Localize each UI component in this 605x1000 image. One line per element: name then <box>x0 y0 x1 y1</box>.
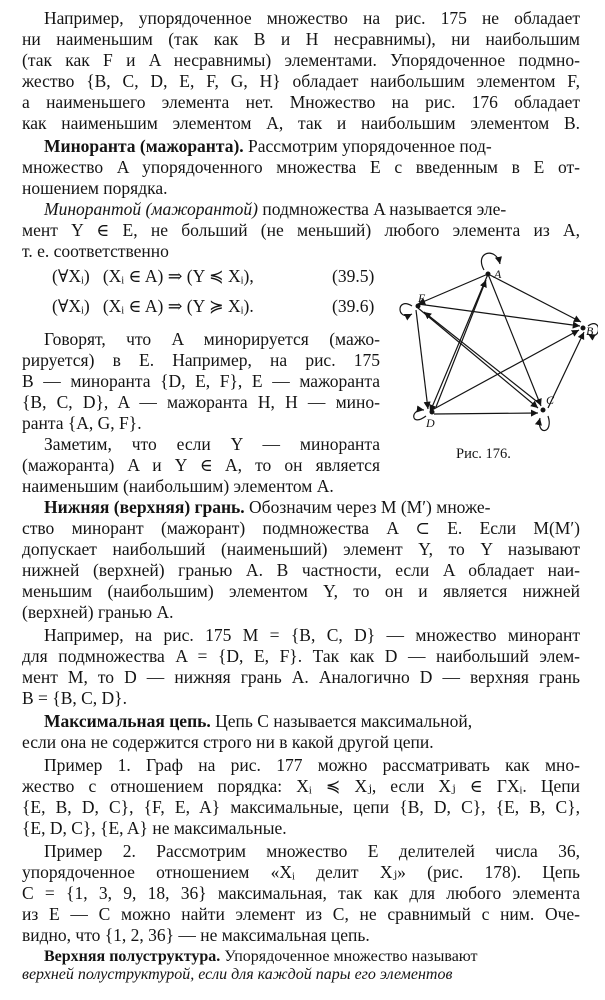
paragraph-line: Пример 1. Граф на рис. 177 можно рассматривать как мно- <box>44 755 580 775</box>
paragraph-line: упорядоченное отношением «Xᵢ делит Xⱼ» (рис. 178). Цепь <box>22 862 580 882</box>
paragraph-line: B — миноранта {D, E, F}, E — мажоранта <box>22 371 380 391</box>
paragraph-line: для подмножества A = {D, E, F}. Так как D — наибольший элем- <box>22 646 580 666</box>
node-label: B <box>586 324 594 338</box>
defined-term: Минорантой (мажорантой) <box>44 199 258 219</box>
paragraph-line: жество с отношением порядка: Xᵢ ≼ Xⱼ, если Xⱼ ∈ ΓXᵢ. Цепи <box>22 776 580 796</box>
formula: (∀Xᵢ) (Xᵢ ∈ A) ⇒ (Y ≽ Xᵢ). <box>52 296 254 316</box>
paragraph-line: если она не содержится строго ни в какой другой цепи. <box>22 732 434 752</box>
paragraph-line: ранта {A, G, F}. <box>22 413 142 433</box>
paragraph-line: C = {1, 3, 9, 18, 36} максимальная, так как для любого элемента <box>22 883 580 903</box>
paragraph-line: B = {B, C, D}. <box>22 688 127 708</box>
node-label: E <box>418 291 426 305</box>
paragraph-line: как наименьшим элементом A, так и наибольшим элементом B. <box>22 113 580 133</box>
paragraph-line: ство минорант (мажорант) подмножества A ⊂ E. Если M(M′) <box>22 518 580 538</box>
paragraph-line: (мажоранта) A и Y ∈ A, то он является <box>22 455 380 475</box>
formula: (∀Xᵢ) (Xᵢ ∈ A) ⇒ (Y ≼ Xᵢ), <box>52 266 254 286</box>
paragraph-line: {E, D, C}, {E, A} не максимальные. <box>22 818 287 838</box>
paragraph-line: (так как F и A несравнимы) элементами. Упорядоченное подмно- <box>22 50 580 70</box>
section-heading: Максимальная цепь. <box>44 711 211 731</box>
formula-number: (39.6) <box>332 296 375 316</box>
paragraph-line: ношением порядка. <box>22 178 168 198</box>
paragraph-text: Цепь C называется максимальной, <box>215 711 473 731</box>
paragraph-line: а наименьшего элемента нет. Множество на рис. 176 обладает <box>22 92 580 112</box>
paragraph-line: ни наименьшим (так как B и H несравнимы), ни наибольшим <box>22 29 580 49</box>
paragraph-line: мент Y ∈ E, не больший (не меньший) любого элемента из A, <box>22 220 580 240</box>
paragraph-line: рируется) в E. Например, на рис. 175 <box>22 350 380 370</box>
paragraph-line: меньшим (наибольшим) элементом Y, то он и является нижней <box>22 581 580 601</box>
paragraph-line: наименьшим (наибольшим) элементом A. <box>22 476 334 496</box>
paragraph-line: Например, на рис. 175 M = {B, C, D} — множество минорант <box>44 625 580 645</box>
section-heading-line <box>44 497 490 518</box>
node-label: D <box>426 416 435 430</box>
paragraph-line: {B, C, D}, A — мажоранта H, H — мино- <box>22 392 380 412</box>
paragraph-text: подмножества A называется эле- <box>262 199 507 219</box>
paragraph-line: верхней полуструктурой, если для каждой пары его элементов <box>22 966 453 983</box>
paragraph-text: Обозначим через M (M′) множе- <box>249 497 491 517</box>
paragraph-line: Заметим, что если Y — миноранта <box>44 434 380 454</box>
paragraph-line: т. е. соответственно <box>22 241 169 261</box>
section-heading: Миноранта (мажоранта). <box>44 136 244 156</box>
paragraph-line: жество {B, C, D, E, F, G, H} обладает наибольшим элементом F, <box>22 71 580 91</box>
section-heading: Верхняя полуструктура. <box>44 948 221 965</box>
paragraph-line: Например, упорядоченное множество на рис. 175 не обладает <box>44 8 580 28</box>
paragraph-line: множество A упорядоченного множества E с введенным в E от- <box>22 157 580 177</box>
paragraph-line: допускает наибольший (наименьший) элемент Y, то Y называют <box>22 539 580 559</box>
formula-number: (39.5) <box>332 266 375 286</box>
paragraph-line: {E, B, D, C}, {F, E, A} максимальные, цепи {B, D, C}, {E, B, C}, <box>22 797 580 817</box>
figure-caption: Рис. 176. <box>456 446 511 462</box>
section-heading: Нижняя (верхняя) грань. <box>44 497 245 517</box>
paragraph-line: Говорят, что A минорируется (мажо- <box>44 329 380 349</box>
definition-line <box>44 199 506 220</box>
paragraph-line: из E — C можно найти элемент из C, не сравнимый с ним. Оче- <box>22 904 580 924</box>
paragraph-line: Пример 2. Рассмотрим множество E делителей числа 36, <box>44 841 580 861</box>
paragraph-line: нижней (верхней) гранью A. В частности, если A обладает наи- <box>22 560 580 580</box>
order-graph-figure <box>388 244 598 444</box>
paragraph-line: (верхней) гранью A. <box>22 602 174 622</box>
node-label: C <box>546 393 555 407</box>
paragraph-line: видно, что {1, 2, 36} — не максимальная цепь. <box>22 925 370 945</box>
paragraph-line: мент M, то D — нижняя грань A. Аналогично D — верхняя грань <box>22 667 580 687</box>
section-heading-line <box>44 711 472 732</box>
paragraph-text: Упорядоченное множество называют <box>224 948 478 965</box>
node-label: A <box>494 267 502 281</box>
section-heading-line <box>44 136 492 157</box>
paragraph-text: Рассмотрим упорядоченное под- <box>248 136 492 156</box>
